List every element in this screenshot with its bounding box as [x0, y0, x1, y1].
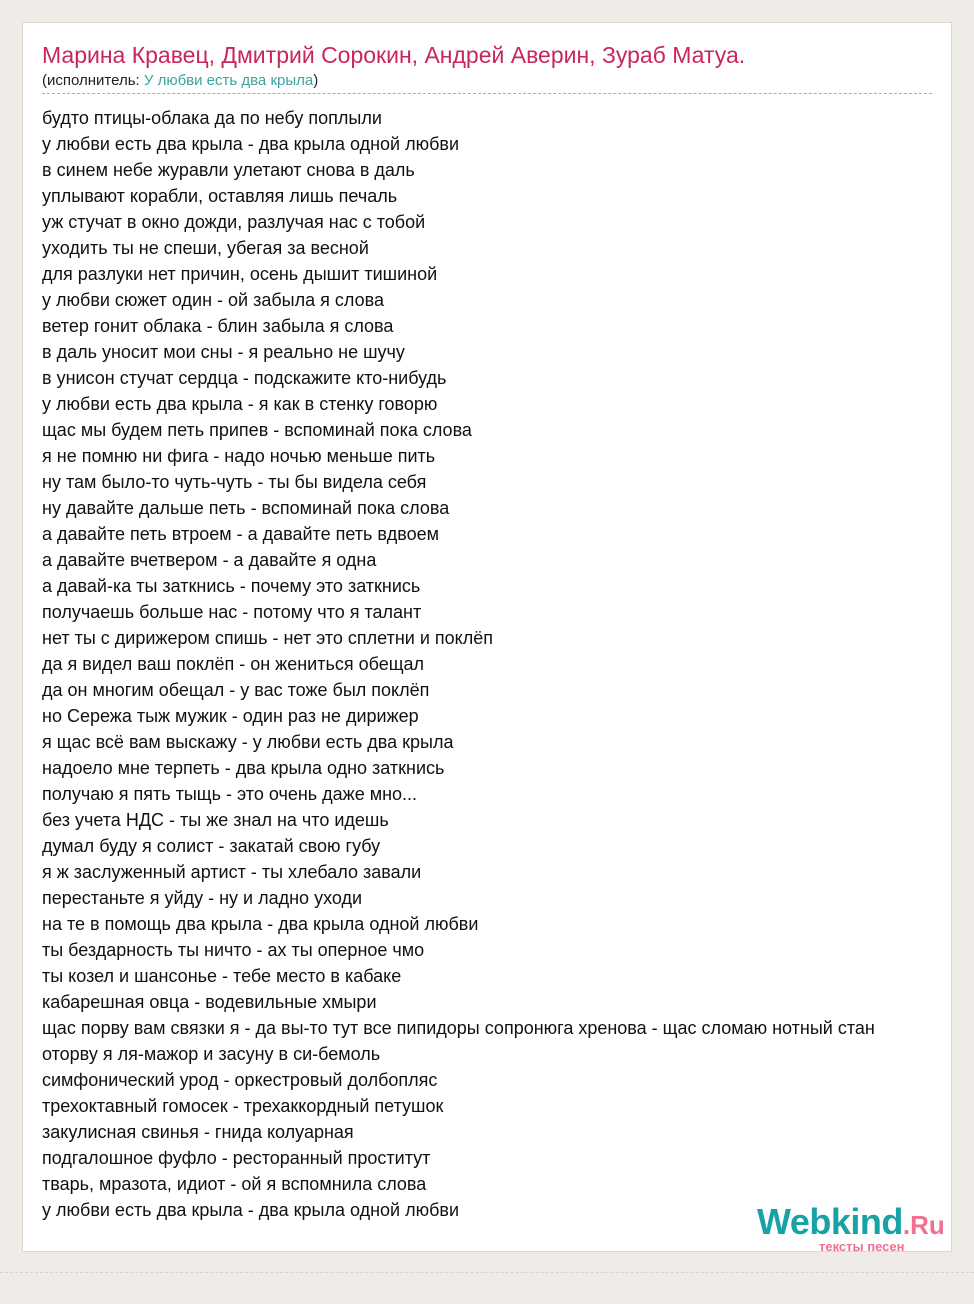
- subtitle-suffix: ): [313, 72, 319, 89]
- lyric-line: у любви есть два крыла - я как в стенку говорю: [42, 394, 438, 414]
- header-divider: [42, 93, 932, 94]
- lyric-line: щас порву вам связки я - да вы-то тут все пипидоры сопронюга хренова - щас сломаю нотный стан: [42, 1018, 875, 1038]
- lyric-line: да я видел ваш поклёп - он жениться обещал: [42, 654, 425, 674]
- lyric-line: уж стучат в окно дожди, разлучая нас с тобой: [42, 212, 426, 232]
- lyric-line: без учета НДС - ты же знал на что идешь: [42, 810, 389, 830]
- lyric-line: ветер гонит облака - блин забыла я слова: [42, 316, 394, 336]
- lyric-line: на те в помощь два крыла - два крыла одной любви: [42, 914, 479, 934]
- lyric-line: кабарешная овца - водевильные хмыри: [42, 992, 377, 1012]
- lyric-line: да он многим обещал - у вас тоже был поклёп: [42, 680, 430, 700]
- song-link[interactable]: У любви есть два крыла: [143, 72, 314, 89]
- lyric-line: ну давайте дальше петь - вспоминай пока слова: [42, 498, 450, 518]
- lyric-line: а давайте вчетвером - а давайте я одна: [42, 550, 377, 570]
- lyric-line: нет ты с дирижером спишь - нет это сплетни и поклёп: [42, 628, 493, 648]
- page-title: Марина Кравец, Дмитрий Сорокин, Андрей Аверин, Зураб Матуа.: [42, 42, 746, 68]
- logo-main: Webkind: [757, 1201, 903, 1242]
- lyric-line: ну там было-то чуть-чуть - ты бы видела себя: [42, 472, 427, 492]
- lyric-line: симфонический урод - оркестровый долбопляс: [42, 1070, 438, 1090]
- lyric-line: подгалошное фуфло - ресторанный проститут: [42, 1148, 431, 1168]
- lyric-line: в унисон стучат сердца - подскажите кто-нибудь: [42, 368, 447, 388]
- artist-subtitle: [42, 72, 318, 89]
- lyric-line: у любви есть два крыла - два крыла одной любви: [42, 134, 460, 154]
- lyric-line: у любви есть два крыла - два крыла одной любви: [42, 1200, 460, 1220]
- lyric-line: будто птицы-облака да по небу поплыли: [42, 108, 382, 128]
- lyric-line: я щас всё вам выскажу - у любви есть два крыла: [42, 732, 454, 752]
- lyric-line: получаю я пять тыщь - это очень даже мно...: [42, 784, 418, 804]
- lyric-line: я не помню ни фига - надо ночью меньше пить: [42, 446, 436, 466]
- lyric-line: в даль уносит мои сны - я реально не шучу: [42, 342, 405, 362]
- logo-tagline: тексты песен: [819, 1239, 905, 1254]
- lyric-line: для разлуки нет причин, осень дышит тишиной: [42, 264, 438, 284]
- lyric-line: ты козел и шансонье - тебе место в кабаке: [42, 966, 402, 986]
- subtitle-prefix: (исполнитель:: [42, 72, 144, 89]
- lyric-line: а давай-ка ты заткнись - почему это заткнись: [42, 576, 421, 596]
- lyrics-text: [42, 105, 875, 1223]
- lyric-line: получаешь больше нас - потому что я талант: [42, 602, 422, 622]
- lyric-line: уходить ты не спеши, убегая за весной: [42, 238, 369, 258]
- lyric-line: у любви сюжет один - ой забыла я слова: [42, 290, 384, 310]
- lyric-line: а давайте петь втроем - а давайте петь вдвоем: [42, 524, 440, 544]
- lyric-line: трехоктавный гомосек - трехаккордный петушок: [42, 1096, 444, 1116]
- webkind-logo[interactable]: [757, 1201, 945, 1254]
- lyric-line: в синем небе журавли улетают снова в даль: [42, 160, 415, 180]
- lyric-line: щас мы будем петь припев - вспоминай пока слова: [42, 420, 472, 440]
- lyric-line: тварь, мразота, идиот - ой я вспомнила слова: [42, 1174, 427, 1194]
- logo-ru: .Ru: [902, 1210, 945, 1240]
- lyric-line: перестаньте я уйду - ну и ладно уходи: [42, 888, 363, 908]
- footer-divider: [0, 1272, 974, 1273]
- lyric-line: я ж заслуженный артист - ты хлебало завали: [42, 862, 422, 882]
- lyric-line: ты бездарность ты ничто - ах ты оперное чмо: [42, 940, 425, 960]
- logo-wordmark: [757, 1201, 945, 1242]
- lyric-line: закулисная свинья - гнида колуарная: [42, 1122, 354, 1142]
- lyric-line: надоело мне терпеть - два крыла одно заткнись: [42, 758, 445, 778]
- lyric-line: оторву я ля-мажор и засуну в си-бемоль: [42, 1044, 381, 1064]
- lyric-line: думал буду я солист - закатай свою губу: [42, 836, 381, 856]
- lyric-line: но Сережа тыж мужик - один раз не дирижер: [42, 706, 419, 726]
- lyric-line: уплывают корабли, оставляя лишь печаль: [42, 186, 398, 206]
